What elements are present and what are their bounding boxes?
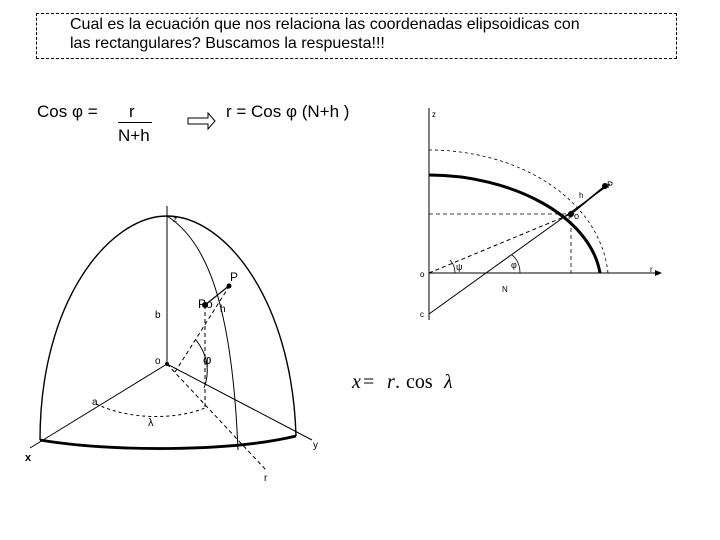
fig2d-label-phi: φ <box>511 260 517 270</box>
formula-numerator: r <box>129 102 135 121</box>
fig2d-label-P: P <box>607 180 614 190</box>
formula-x-eq: = <box>363 371 375 393</box>
fig3d-label-z: z <box>173 215 177 224</box>
fig2d-label-z: z <box>432 110 436 119</box>
fig3d-label-a: a <box>92 397 98 408</box>
fig2d-label-r: r <box>650 265 653 274</box>
fig3d-label-phi: φ <box>203 352 212 367</box>
fig2d-label-h: h <box>579 191 584 200</box>
title-line-2: las rectangulares? Buscamos la respuesta!!! <box>70 35 385 52</box>
fig3d-label-lambda: λ <box>148 417 154 429</box>
formula-x-lhs: x <box>352 371 361 393</box>
fig3d-label-Po: Po <box>198 297 213 311</box>
formula-x-r: r <box>387 371 395 393</box>
implies-arrow-icon <box>188 113 215 129</box>
formula-right: r = Cos φ (N+h ) <box>226 102 350 121</box>
fig3d-label-y: y <box>313 440 318 451</box>
fig2d-label-c: c <box>420 310 424 319</box>
formula-cos-lhs: Cos φ = <box>37 102 98 121</box>
formula-x-cos: cos <box>406 371 433 393</box>
formula-x-dot: . <box>395 371 400 393</box>
formula-x-lambda: λ <box>444 371 453 393</box>
fig3d-label-h: h <box>220 304 226 315</box>
meridian-section-figure <box>429 108 662 320</box>
fig3d-label-b: b <box>155 310 161 321</box>
fig2d-label-Po: Po <box>568 211 580 221</box>
fig3d-label-P: P <box>230 270 239 284</box>
formula-denominator: N+h <box>118 126 150 145</box>
fig3d-label-x: x <box>25 452 32 464</box>
fig2d-label-o: o <box>420 270 425 279</box>
ellipsoid-3d-figure <box>30 206 312 470</box>
fig3d-label-o: o <box>155 356 161 367</box>
fig3d-label-r: r <box>264 473 268 484</box>
fig2d-label-N: N <box>502 285 508 294</box>
title-line-1: Cual es la ecuación que nos relaciona las coordenadas elipsoidicas con <box>70 16 580 33</box>
fig2d-label-psi: ψ <box>456 262 463 272</box>
